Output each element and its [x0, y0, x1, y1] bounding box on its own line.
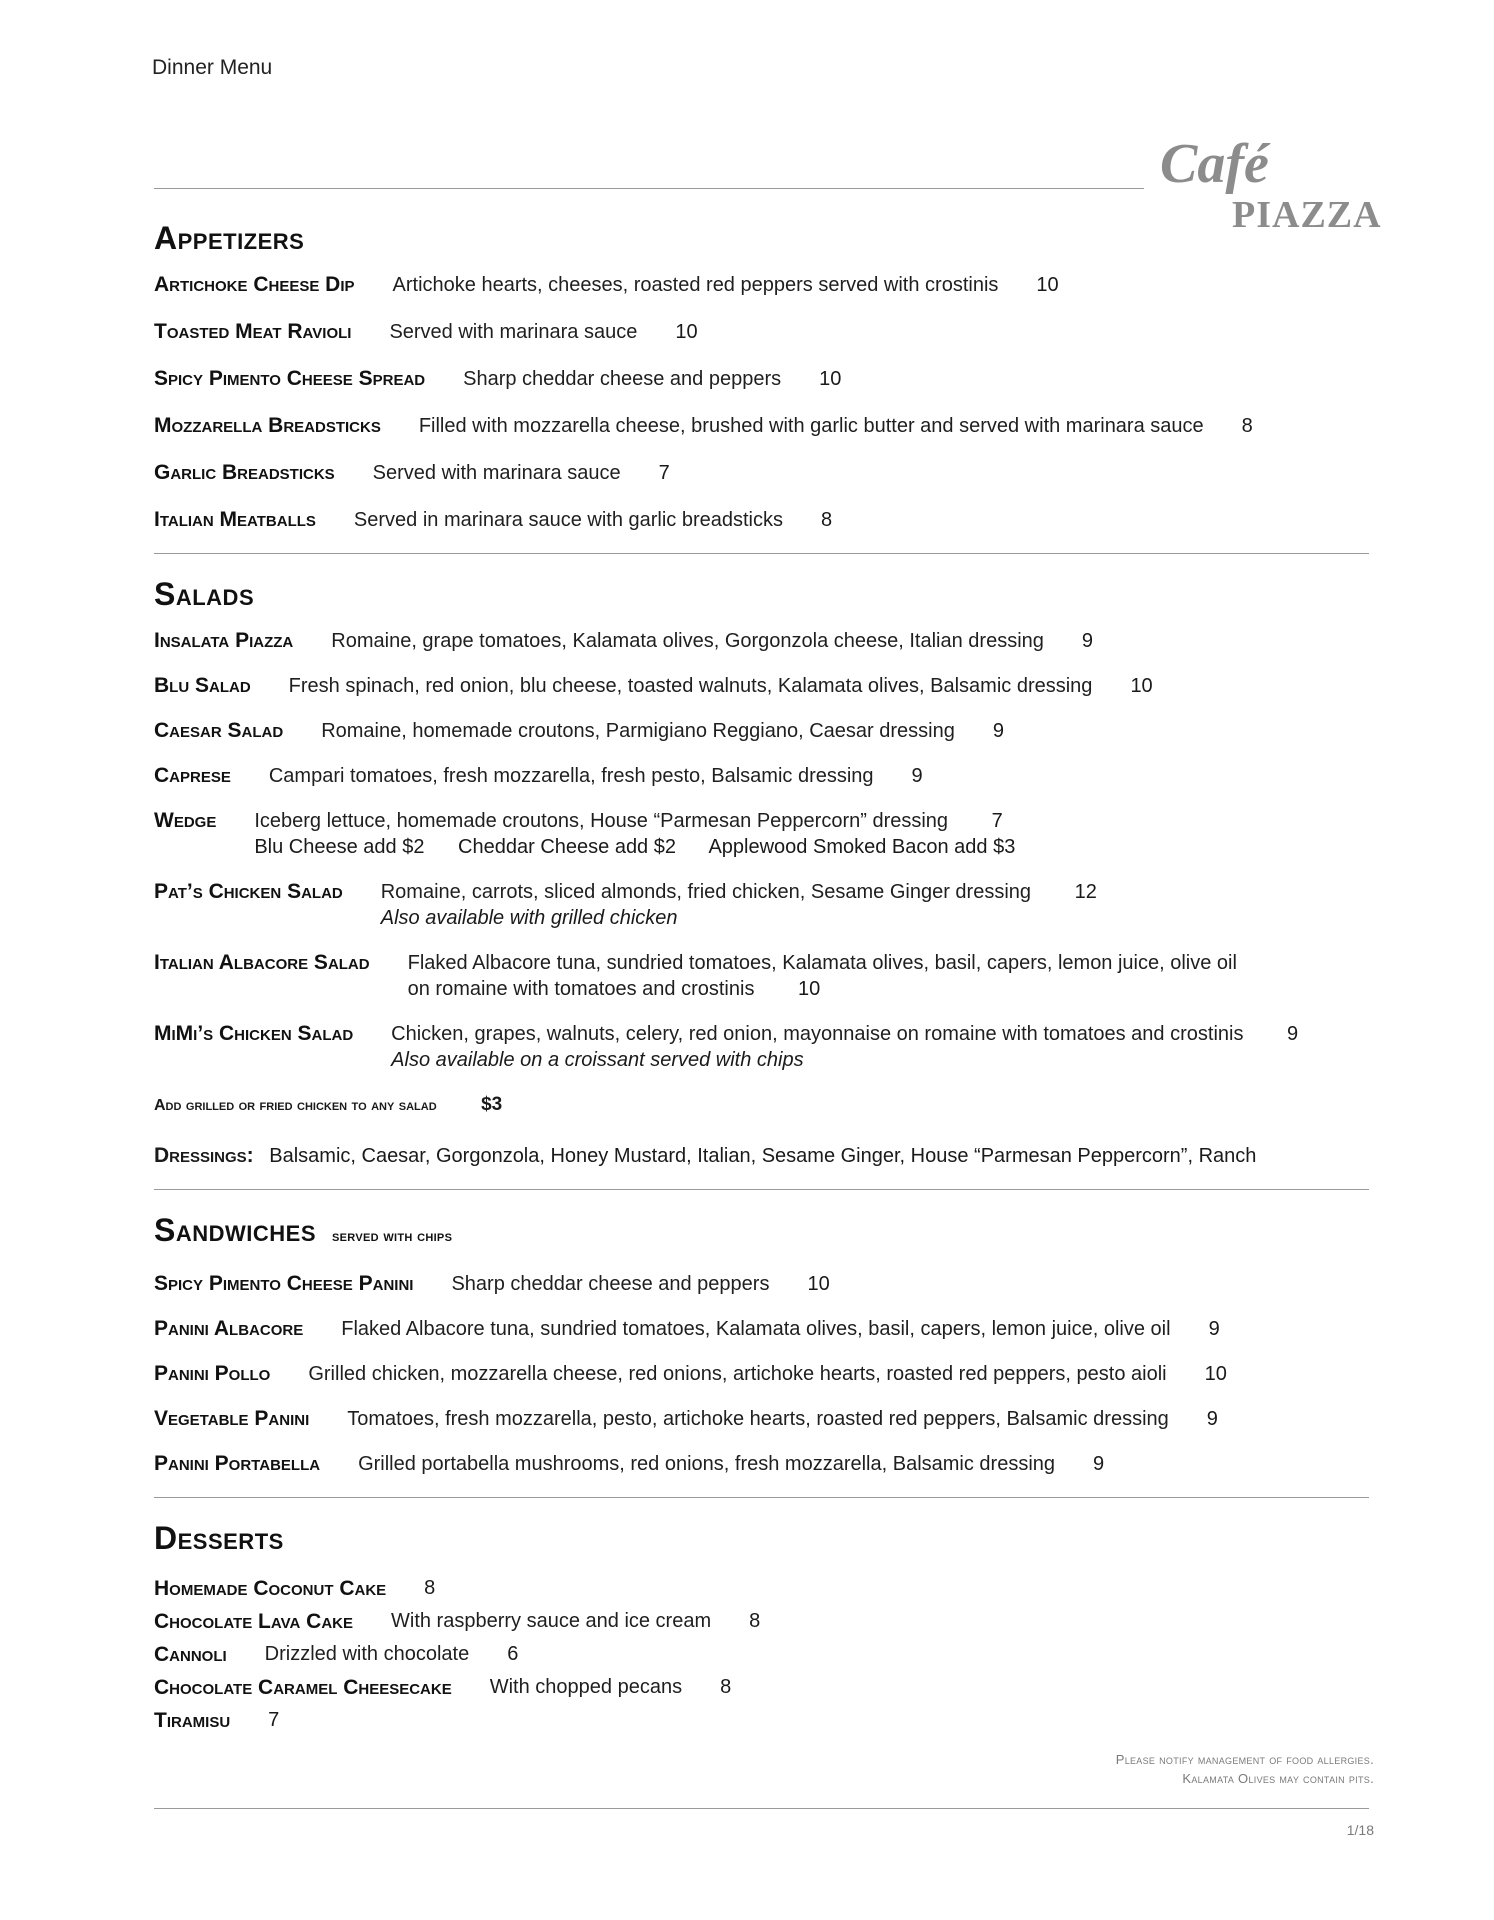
item-desc-continued: on romaine with tomatoes and crostinis — [407, 978, 755, 1000]
item-note: Also available with grilled chicken — [380, 907, 678, 929]
item-body — [254, 808, 1043, 860]
menu-item — [154, 879, 1374, 931]
desserts-section — [154, 1516, 1374, 1737]
item-desc: Iceberg lettuce, homemade croutons, House “Parmesan Peppercorn” dressing — [254, 810, 949, 832]
dressings-label: Dressings: — [154, 1144, 254, 1167]
addon-option: Cheddar Cheese add $2 — [458, 836, 676, 858]
item-name: Vegetable Panini — [154, 1407, 310, 1430]
item-desc: Grilled chicken, mozzarella cheese, red onions, artichoke hearts, roasted red peppers, pesto aioli — [308, 1363, 1167, 1385]
item-name: Panini Portabella — [154, 1452, 321, 1475]
section-title: Appetizers — [154, 220, 305, 256]
appetizers-section — [154, 216, 1374, 533]
item-note: Also available on a croissant served with chips — [391, 1049, 804, 1071]
item-desc: Artichoke hearts, cheeses, roasted red peppers served with crostinis — [392, 274, 999, 296]
item-desc: Flaked Albacore tuna, sundried tomatoes, Kalamata olives, basil, capers, lemon juice, olive oil — [407, 952, 1237, 974]
logo-cafe-text: Café — [1160, 133, 1269, 195]
item-name: Tiramisu — [154, 1709, 231, 1732]
item-body — [381, 879, 1097, 931]
menu-item — [154, 366, 1374, 392]
item-desc: Served with marinara sauce — [389, 321, 638, 343]
salad-addon-price: $3 — [481, 1094, 503, 1115]
item-desc: Campari tomatoes, fresh mozzarella, fresh pesto, Balsamic dressing — [268, 765, 874, 787]
item-desc: Romaine, carrots, sliced almonds, fried chicken, Sesame Ginger dressing — [380, 881, 1032, 903]
item-name: Panini Pollo — [154, 1362, 271, 1385]
menu-item — [154, 272, 1374, 298]
olives-notice-line: Kalamata Olives may contain pits. — [1182, 1771, 1374, 1786]
addon-option: Blu Cheese add $2 — [254, 836, 425, 858]
item-price: 6 — [507, 1643, 519, 1665]
menu-content — [154, 216, 1374, 1737]
item-desc-line — [254, 810, 1002, 832]
item-desc: With raspberry sauce and ice cream — [391, 1610, 712, 1632]
menu-item — [154, 763, 1374, 789]
item-desc: Chicken, grapes, walnuts, celery, red onion, mayonnaise on romaine with tomatoes and crostinis — [391, 1023, 1244, 1045]
item-price: 9 — [992, 720, 1004, 742]
item-desc-line — [381, 881, 1097, 903]
item-price: 9 — [911, 765, 923, 787]
item-name: Italian Albacore Salad — [154, 951, 370, 974]
menu-item — [154, 718, 1374, 744]
item-price: 9 — [1081, 630, 1094, 652]
menu-item — [154, 319, 1374, 345]
item-price: 8 — [821, 509, 833, 531]
menu-item — [154, 1704, 1374, 1737]
menu-item — [154, 808, 1374, 860]
item-price: 9 — [1093, 1453, 1105, 1475]
item-desc-line — [408, 978, 821, 1000]
item-name: Mozzarella Breadsticks — [154, 414, 381, 437]
item-desc: Served with marinara sauce — [372, 462, 621, 484]
item-addons — [254, 834, 1043, 860]
item-price: 9 — [1206, 1408, 1218, 1430]
document-header: Dinner Menu — [152, 56, 273, 79]
item-name: Homemade Coconut Cake — [154, 1577, 387, 1600]
item-desc: Romaine, homemade croutons, Parmigiano Reggiano, Caesar dressing — [321, 720, 955, 742]
menu-item — [154, 1451, 1374, 1477]
section-divider — [154, 1189, 1369, 1190]
item-name: Garlic Breadsticks — [154, 461, 335, 484]
item-name: Insalata Piazza — [154, 629, 294, 652]
section-divider — [154, 1497, 1369, 1498]
item-price: 7 — [268, 1709, 280, 1731]
item-desc: Tomatoes, fresh mozzarella, pesto, artichoke hearts, roasted red peppers, Balsamic dressing — [347, 1408, 1169, 1430]
section-title: Salads — [154, 576, 255, 612]
salad-addon-text: Add grilled or fried chicken to any salad — [154, 1097, 437, 1114]
menu-item — [154, 1361, 1374, 1387]
item-desc: Grilled portabella mushrooms, red onions, fresh mozzarella, Balsamic dressing — [358, 1453, 1056, 1475]
menu-item — [154, 1638, 1374, 1671]
item-name: Spicy Pimento Cheese Panini — [154, 1272, 414, 1295]
item-price: 8 — [749, 1610, 761, 1632]
header-divider — [154, 188, 1144, 189]
section-subtitle: served with chips — [332, 1228, 453, 1245]
item-price: 10 — [798, 978, 821, 1000]
item-desc: Romaine, grape tomatoes, Kalamata olives, Gorgonzola cheese, Italian dressing — [331, 630, 1044, 652]
item-name: Spicy Pimento Cheese Spread — [154, 367, 426, 390]
dressings-values: Balsamic, Caesar, Gorgonzola, Honey Mustard, Italian, Sesame Ginger, House “Parmesan Peppercorn”, Ranch — [269, 1145, 1257, 1167]
item-price: 7 — [991, 810, 1003, 832]
menu-item — [154, 1021, 1374, 1073]
item-desc: Drizzled with chocolate — [264, 1643, 470, 1665]
item-price: 10 — [807, 1273, 830, 1295]
sandwiches-section — [154, 1208, 1374, 1477]
item-body — [408, 950, 1237, 1002]
allergy-notice-line: Please notify management of food allergies. — [1115, 1752, 1374, 1767]
allergy-notice — [1116, 1750, 1374, 1788]
addon-option: Applewood Smoked Bacon add $3 — [708, 836, 1016, 858]
item-price: 10 — [675, 321, 698, 343]
footer-divider — [154, 1808, 1369, 1809]
item-price: 9 — [1287, 1023, 1299, 1045]
item-desc: Filled with mozzarella cheese, brushed with garlic butter and served with marinara sauce — [418, 415, 1204, 437]
section-title-text: Sandwiches — [154, 1212, 317, 1248]
item-desc: Fresh spinach, red onion, blu cheese, toasted walnuts, Kalamata olives, Balsamic dressing — [288, 675, 1093, 697]
item-name: Chocolate Caramel Cheesecake — [154, 1676, 452, 1699]
item-desc: Sharp cheddar cheese and peppers — [463, 368, 782, 390]
menu-item — [154, 413, 1374, 439]
item-name: Panini Albacore — [154, 1317, 304, 1340]
menu-item — [154, 673, 1374, 699]
item-body — [391, 1021, 1298, 1073]
menu-item — [154, 1572, 1374, 1605]
salad-addon — [154, 1092, 1374, 1119]
item-name: Toasted Meat Ravioli — [154, 320, 352, 343]
menu-item — [154, 1316, 1374, 1342]
menu-item — [154, 507, 1374, 533]
item-desc: Flaked Albacore tuna, sundried tomatoes, Kalamata olives, basil, capers, lemon juice, olive oil — [341, 1318, 1171, 1340]
item-name: Artichoke Cheese Dip — [154, 273, 355, 296]
item-price: 8 — [720, 1676, 732, 1698]
item-name: Chocolate Lava Cake — [154, 1610, 353, 1633]
menu-item — [154, 628, 1374, 654]
item-price: 10 — [1036, 274, 1059, 296]
page-number: 1/18 — [1346, 1822, 1374, 1838]
item-desc-line — [391, 1023, 1298, 1045]
item-name: Pat’s Chicken Salad — [154, 880, 343, 903]
salads-section — [154, 572, 1374, 1169]
menu-item — [154, 1271, 1374, 1297]
item-desc: Sharp cheddar cheese and peppers — [451, 1273, 770, 1295]
item-name: Italian Meatballs — [154, 508, 316, 531]
item-name: Cannoli — [154, 1643, 227, 1666]
item-price: 10 — [1130, 675, 1153, 697]
item-desc: With chopped pecans — [489, 1676, 683, 1698]
item-name: Blu Salad — [154, 674, 251, 697]
section-divider — [154, 553, 1369, 554]
dressings-list — [154, 1143, 1374, 1169]
section-title: Desserts — [154, 1520, 284, 1556]
item-name: Wedge — [154, 809, 217, 832]
menu-item — [154, 950, 1374, 1002]
menu-item — [154, 1671, 1374, 1704]
item-price: 8 — [1241, 415, 1253, 437]
menu-item — [154, 1406, 1374, 1432]
item-name: Caprese — [154, 764, 231, 787]
item-price: 10 — [819, 368, 842, 390]
item-price: 10 — [1204, 1363, 1227, 1385]
item-name: Caesar Salad — [154, 719, 284, 742]
item-price: 9 — [1208, 1318, 1220, 1340]
section-title — [154, 1208, 1374, 1259]
item-name: MiMi’s Chicken Salad — [154, 1022, 354, 1045]
logo-piazza-text: PIAZZA — [1232, 194, 1382, 236]
menu-item — [154, 1605, 1374, 1638]
item-desc: Served in marinara sauce with garlic breadsticks — [353, 509, 783, 531]
menu-item — [154, 460, 1374, 486]
item-price: 12 — [1074, 881, 1097, 903]
item-price: 7 — [658, 462, 670, 484]
item-price: 8 — [424, 1577, 436, 1599]
